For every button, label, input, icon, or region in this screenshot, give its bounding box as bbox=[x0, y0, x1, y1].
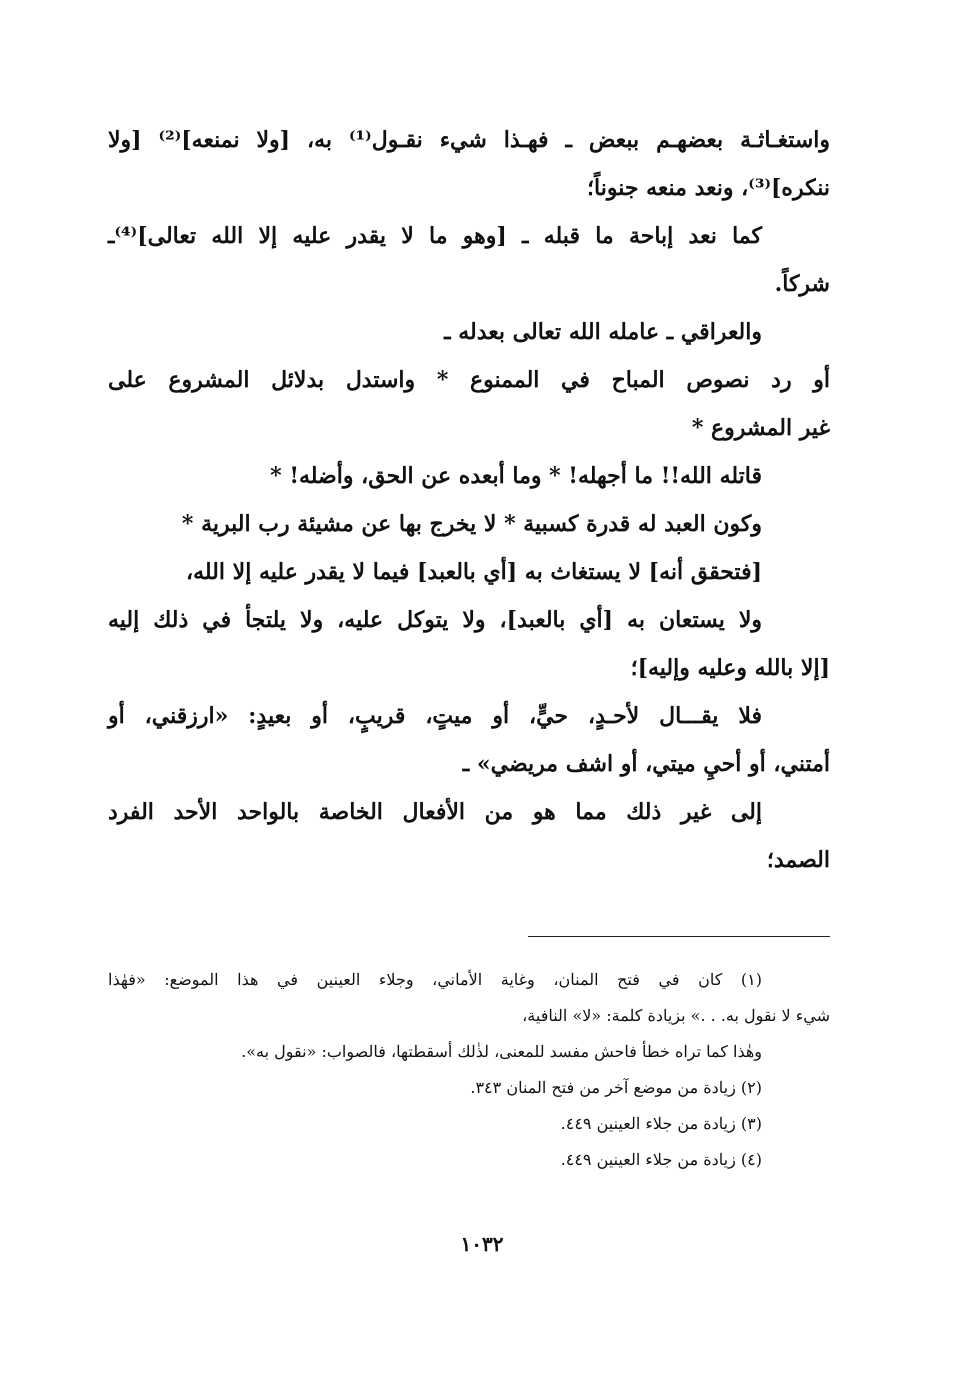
body-line: الصمد؛ bbox=[766, 847, 830, 873]
main-text bbox=[108, 116, 830, 884]
footnote-line: شيء لا نقول به. . .» بزيادة كلمة: «لا» النافية، bbox=[522, 1006, 830, 1025]
body-line: قاتله الله!! ما أجهله! * وما أبعده عن الحق، وأضله! * bbox=[270, 463, 762, 489]
body-line: واستغـاثـة بعضهـم ببعض ـ فهـذا شيء نقـول⁽¹⁾ به، [ولا نمنعه]⁽²⁾ [ولا bbox=[108, 127, 831, 153]
footnote-line: (٤) زيادة من جلاء العينين ٤٤٩. bbox=[560, 1150, 762, 1169]
body-line: وكون العبد له قدرة كسبية * لا يخرج بها عن مشيئة رب البرية * bbox=[181, 511, 762, 537]
body-line: [إلا بالله وعليه وإليه]؛ bbox=[630, 655, 830, 681]
body-line: فلا يقـــال لأحـدٍ، حيٍّ، أو ميتٍ، قريبٍ، أو بعيدٍ: «ارزقني، أو bbox=[108, 703, 762, 729]
footnote-line: (٣) زيادة من جلاء العينين ٤٤٩. bbox=[560, 1114, 762, 1133]
body-line: ننكره]⁽³⁾، ونعد منعه جنوناً؛ bbox=[587, 175, 830, 201]
footnote-line: (١) كان في فتح المنان، وغاية الأماني، وجلاء العينين في هذا الموضع: «فهٰذا bbox=[108, 970, 762, 989]
footnotes bbox=[108, 962, 830, 1178]
body-line: إلى غير ذلك مما هو من الأفعال الخاصة بالواحد الأحد الفرد bbox=[108, 799, 762, 825]
body-line: والعراقي ـ عامله الله تعالى بعدله ـ bbox=[444, 319, 762, 345]
footnote-line: (٢) زيادة من موضع آخر من فتح المنان ٣٤٣. bbox=[470, 1078, 762, 1097]
body-line: أمتني، أو أحيِ ميتي، أو اشف مريضي» ـ bbox=[462, 751, 830, 777]
body-line: [فتحقق أنه] لا يستغاث به [أي بالعبد] فيما لا يقدر عليه إلا الله، bbox=[186, 559, 762, 585]
footnote-separator bbox=[528, 936, 830, 937]
body-line: أو رد نصوص المباح في الممنوع * واستدل بدلائل المشروع على bbox=[108, 367, 830, 393]
footnote-line: وهٰذا كما تراه خطأ فاحش مفسد للمعنى، لذٰلك أسقطتها، فالصواب: «نقول به». bbox=[241, 1042, 762, 1061]
body-line: غير المشروع * bbox=[691, 415, 830, 441]
body-line: ولا يستعان به [أي بالعبد]، ولا يتوكل عليه، ولا يلتجأ في ذلك إليه bbox=[108, 607, 762, 633]
body-line: كما نعد إباحة ما قبله ـ [وهو ما لا يقدر عليه إلا الله تعالى]⁽⁴⁾ـ bbox=[108, 223, 762, 249]
body-line: شركاً. bbox=[774, 271, 830, 297]
page-number: ١٠٣٢ bbox=[460, 1232, 504, 1256]
